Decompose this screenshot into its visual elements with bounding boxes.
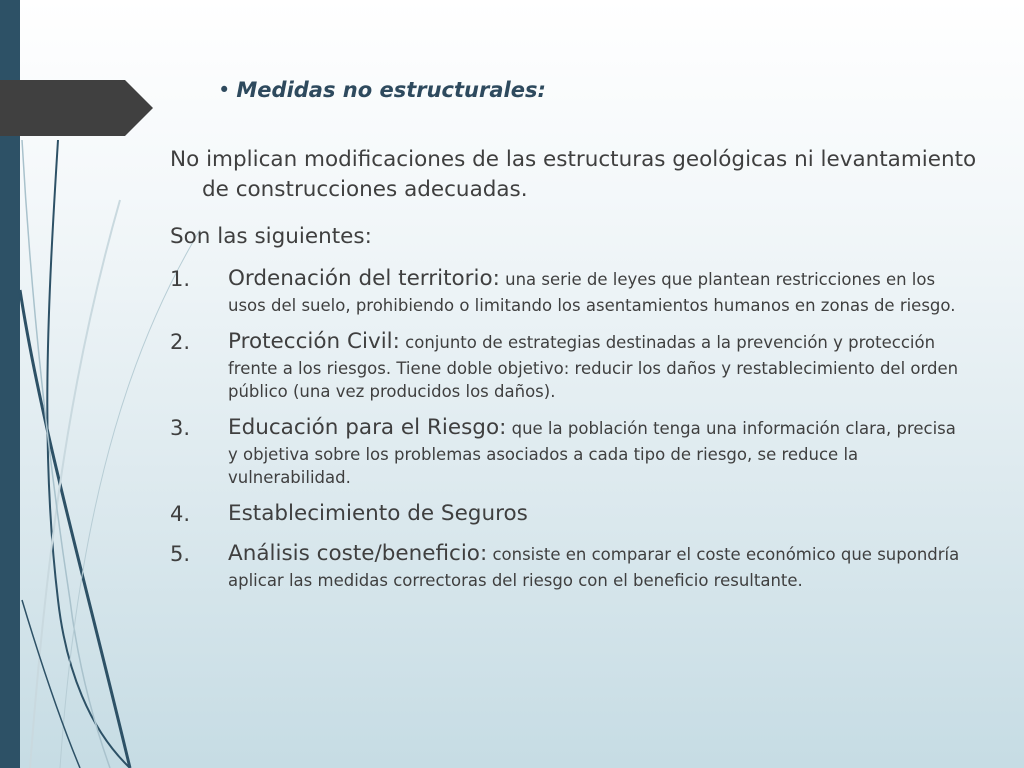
item-term: Análisis coste/beneficio: [228,541,488,566]
item-description: que la población tenga una información clara, precisa y objetiva sobre los problemas asociados a cada tipo de riesgo, se reduce la vulnerabilidad. [228,419,956,487]
item-number: 2. [170,330,191,354]
item-term: Educación para el Riesgo: [228,415,507,440]
list-item [170,413,970,489]
heading-text: Medidas no estructurales: [236,78,546,102]
item-term: Protección Civil: [228,329,400,354]
item-description: una serie de leyes que plantean restricciones en los usos del suelo, prohibiendo o limitando los asentamientos humanos en zonas de riesgo. [228,270,956,315]
list-item [170,539,970,592]
list-item [170,327,970,403]
intro-paragraph: No implican modificaciones de las estructuras geológicas ni levantamiento de construcciones adecuadas. [170,147,977,202]
heading-bullet: • [218,78,231,102]
item-number: 1. [170,267,191,291]
item-term: Ordenación del territorio: [228,266,500,291]
item-number: 3. [170,416,191,440]
list-item [170,499,970,529]
item-term: Establecimiento de Seguros [228,501,528,526]
list-item [170,264,970,317]
subintro-paragraph: Son las siguientes: [170,224,372,249]
item-number: 5. [170,542,191,566]
slide-heading [218,78,546,102]
arrow-tab-shape [0,80,155,136]
item-number: 4. [170,502,191,526]
item-description: consiste en comparar el coste económico que supondría aplicar las medidas correctoras del riesgo con el beneficio resultante. [228,545,960,590]
measures-list [170,264,970,602]
item-description: conjunto de estrategias destinadas a la prevención y protección frente a los riesgos. Tiene doble objetivo: reducir los daños y restablecimiento del orden público (una vez producidos los daños). [228,333,959,401]
